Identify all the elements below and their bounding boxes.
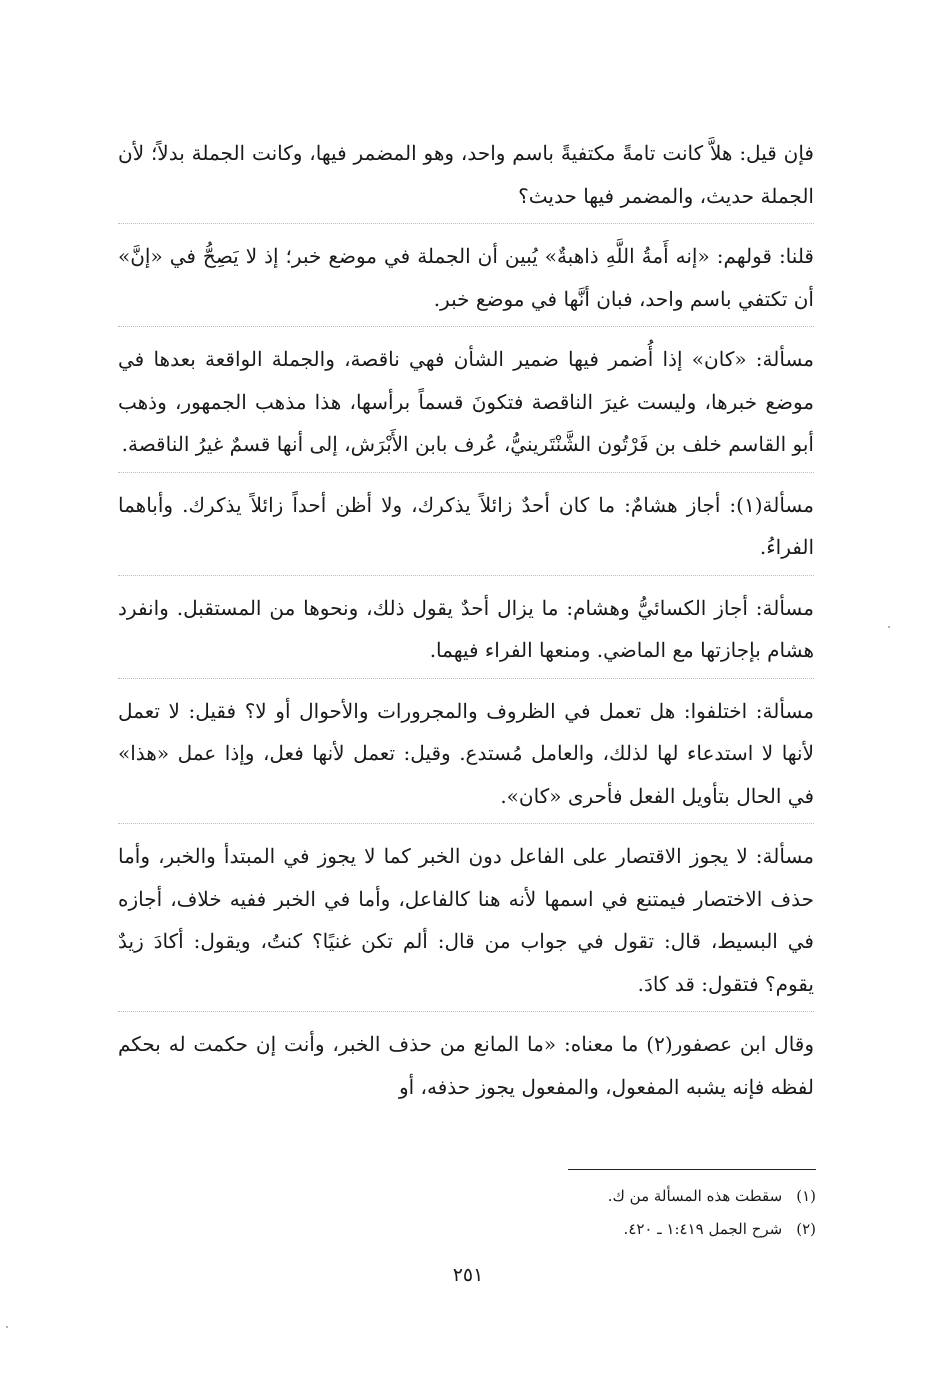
- main-text: [118, 132, 814, 1125]
- paragraph-kisai: مسألة: أجاز الكسائيُّ وهشام: ما يزال أحدٌ يقول ذلك، ونحوها من المستقبل. وانفرد هشام بإجازتها مع الماضي. ومنعها الفراء فيهما.: [118, 587, 814, 679]
- footnotes: [300, 1180, 816, 1246]
- footnote-text: سقطت هذه المسألة من ك.: [607, 1187, 783, 1205]
- paragraph-kana-shaan: مسألة: «كان» إذا أُضمر فيها ضمير الشأن فهي ناقصة، والجملة الواقعة بعدها في موضع خبرها، وليست غيرَ الناقصة فتكونَ قسماً برأسها، هذا مذهب الجمهور، وذهب أبو القاسم خلف بن فَرْتُون الشَّنْتَرينيُّ، عُرف بابن الأَبْرَش، إلى أنها قسمٌ غيرُ الناقصة.: [118, 338, 814, 473]
- paragraph-reply: قلنا: قولهم: «إنه أَمةُ اللَّهِ ذاهبةٌ» يُبين أن الجملة في موضع خبر؛ إذ لا يَصِحُّ في «إنَّ» أن تكتفي باسم واحد، فبان أنَّها في موضع خبر.: [118, 235, 814, 327]
- footnote-number: (١): [796, 1187, 816, 1205]
- paragraph-ibn-usfur: وقال ابن عصفور(٢) ما معناه: «ما المانع من حذف الخبر، وأنت إن حكمت له بحكم لفظه فإنه يشبه المفعول، والمفعول يجوز حذفه، أو: [118, 1032, 814, 1099]
- paragraph-hisham: مسألة(١): أجاز هشامٌ: ما كان أحدٌ زائلاً يذكرك، ولا أظن أحداً زائلاً يذكرك. وأباهما الفراءُ.: [118, 484, 814, 576]
- paragraph-objection: فإن قيل: هلاَّ كانت تامةً مكتفيةً باسم واحد، وهو المضمر فيها، وكانت الجملة بدلاً؛ لأن الجملة حديث، والمضمر فيها حديث؟: [118, 132, 814, 224]
- paragraph-ellipsis: مسألة: لا يجوز الاقتصار على الفاعل دون الخبر كما لا يجوز في المبتدأ والخبر، وأما حذف الاختصار فيمتنع في اسمها لأنه هنا كالفاعل، وأما في الخبر ففيه خلاف، أجازه في البسيط، قال: تقول في جواب من قال: ألم تكن غنيًا؟ كنتُ، ويقول: أكادَ زيدٌ يقوم؟ فتقول: قد كادَ.: [118, 835, 814, 1012]
- footnote-text: شرح الجمل ١:٤١٩ ـ ٤٢٠.: [623, 1220, 783, 1238]
- footnote-divider: [568, 1169, 816, 1170]
- page-number: ٢٥١: [452, 1264, 484, 1286]
- paragraph-adverbials: مسألة: اختلفوا: هل تعمل في الظروف والمجرورات والأحوال أو لا؟ فقيل: لا تعمل لأنها لا استدعاء لها لذلك، والعامل مُستدع. وقيل: تعمل لأنها فعل، وإذا عمل «هذا» في الحال بتأويل الفعل فأحرى «كان».: [118, 690, 814, 825]
- scan-speck: [6, 1326, 8, 1328]
- footnote-item: [300, 1180, 816, 1213]
- scan-speck: [888, 626, 890, 628]
- footnote-item: [300, 1213, 816, 1246]
- footnote-number: (٢): [796, 1220, 816, 1238]
